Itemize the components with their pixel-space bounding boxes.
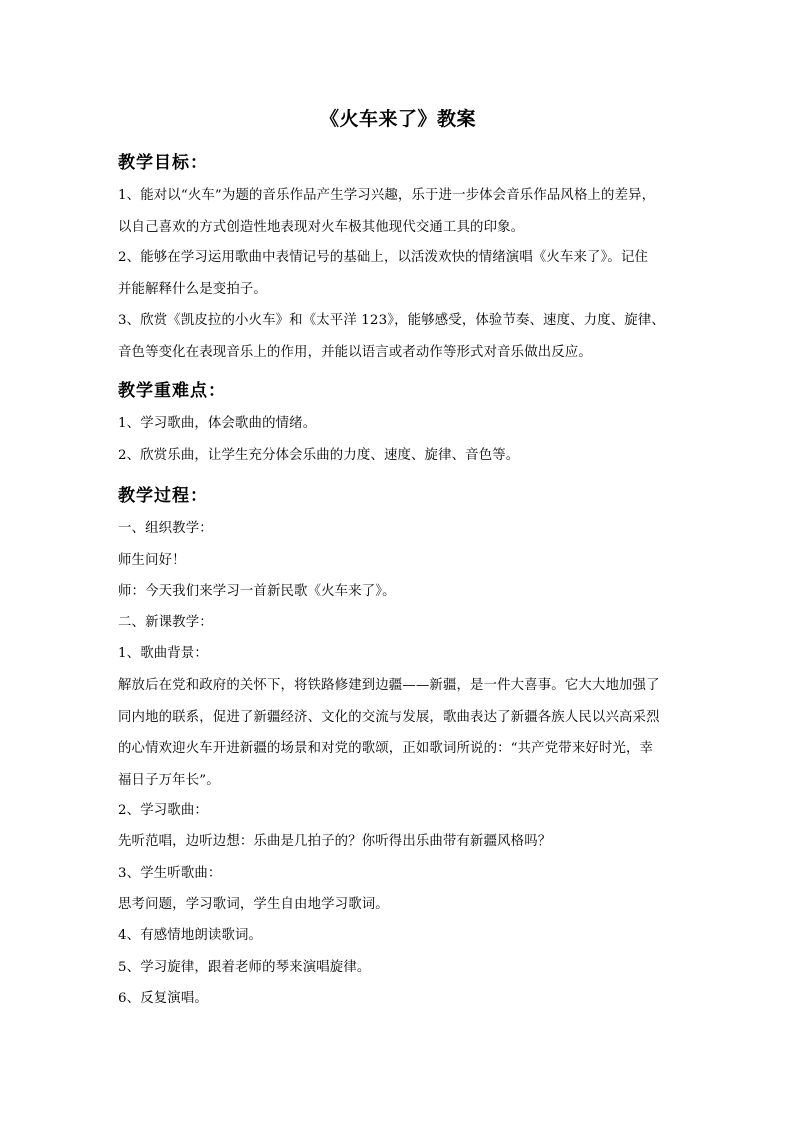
process-step: 6、反复演唱。 <box>118 991 208 1006</box>
process-step: 先听范唱，边听边想：乐曲是几拍子的？你听得出乐曲带有新疆风格吗？ <box>118 834 552 849</box>
process-step: 3、学生听歌曲： <box>118 866 222 881</box>
process-step: 思考问题，学习歌词，学生自由地学习歌词。 <box>118 897 389 912</box>
process-line: 师：今天我们来学习一首新民歌《火车来了》。 <box>118 584 396 599</box>
heading-teaching-goals: 教学目标： <box>118 153 208 173</box>
heading-key-points: 教学重难点： <box>118 381 226 401</box>
key-point-item-1: 1、学习歌曲，体会歌曲的情绪。 <box>118 416 317 431</box>
process-line: 师生问好！ <box>118 553 186 568</box>
process-step: 4、有感情地朗读歌词。 <box>118 928 263 943</box>
process-line: 二、新课教学： <box>118 615 213 630</box>
process-step: 2、学习歌曲： <box>118 803 208 818</box>
process-step: 5、学习旋律，跟着老师的琴来演唱旋律。 <box>118 960 371 975</box>
process-line: 1、歌曲背景： <box>118 646 208 661</box>
document-title: 《火车来了》教案 <box>319 108 476 130</box>
goal-item-3: 3、欣赏《凯皮拉的小火车》和《太平洋 123》，能够感受，体验节奏、速度、力度、旋律、 音色等变化在表现音乐上的作用，并能以语言或者动作等形式对音乐做出反应。 <box>118 313 665 360</box>
process-line: 一、组织教学： <box>118 521 213 536</box>
goal-item-1: 1、能对以“火车”为题的音乐作品产生学习兴趣，乐于进一步体会音乐作品风格上的差异， 以自己喜欢的方式创造性地表现对火车极其他现代交通工具的印象。 <box>118 188 656 235</box>
goal-item-2: 2、能够在学习运用歌曲中表情记号的基础上，以活泼欢快的情绪演唱《火车来了》。记住 并能解释什么是变拍子。 <box>118 250 649 297</box>
heading-teaching-process: 教学过程： <box>118 486 208 506</box>
song-background-paragraph: 解放后在党和政府的关怀下，将铁路修建到边疆——新疆，是一件大喜事。它大大地加强了 同内地的联系，促进了新疆经济、文化的交流与发展，歌曲表达了新疆各族人民以兴高采烈 的心情欢迎火车开进新疆的场景和对党的歌颂，正如歌词所说的：“共产党带来好时光，幸 福日子万年长”。 <box>118 678 660 788</box>
key-point-item-2: 2、欣赏乐曲，让学生充分体会乐曲的力度、速度、旋律、音色等。 <box>118 448 520 463</box>
